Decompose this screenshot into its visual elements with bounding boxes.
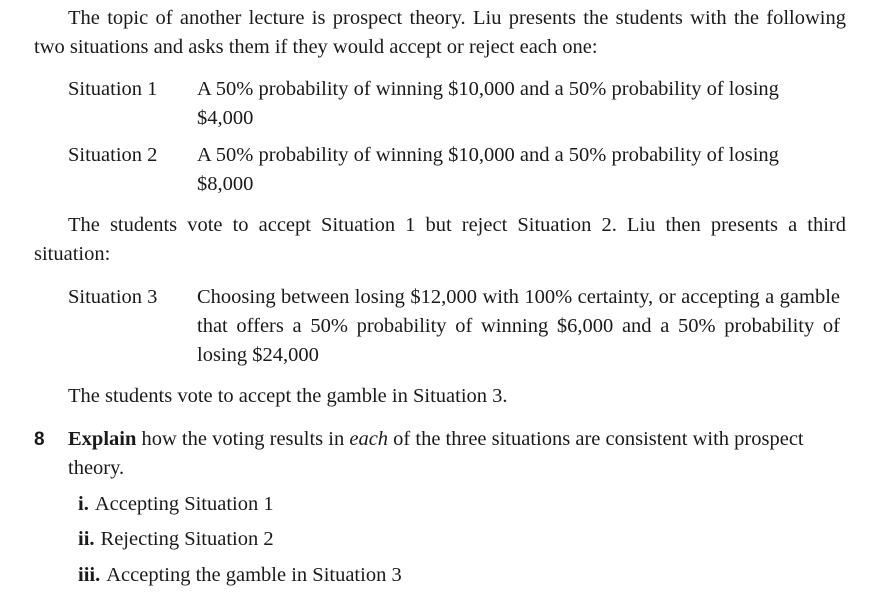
sub-item-numeral: i. xyxy=(78,493,89,515)
question-8 xyxy=(34,425,814,483)
emphasis-word: each xyxy=(349,428,389,450)
situation-description: Choosing between losing $12,000 with 100% certainty, or accepting a gamble that offers a 50% probability of winning $6,000 and a 50% probability of losing $24,000 xyxy=(197,286,840,366)
question-text-part: how the voting results in xyxy=(136,428,350,450)
question-text xyxy=(68,425,814,483)
sub-item-ii xyxy=(78,525,274,554)
situation-1 xyxy=(68,75,828,133)
sub-item-text: Accepting Situation 1 xyxy=(94,493,274,515)
sub-item-numeral: ii. xyxy=(78,528,95,550)
situation-3 xyxy=(68,283,840,370)
situation-2 xyxy=(68,141,828,199)
sub-item-i xyxy=(78,490,274,519)
situation-description: A 50% probability of winning $10,000 and a 50% probability of losing $4,000 xyxy=(197,78,779,129)
question-text-part: of the three situations are consistent with prospect theory. xyxy=(68,428,804,479)
vote-paragraph-2: The students vote to accept the gamble in Situation 3. xyxy=(68,385,508,407)
situation-description: A 50% probability of winning $10,000 and a 50% probability of losing $8,000 xyxy=(197,144,779,195)
vote-paragraph-1: The students vote to accept Situation 1 but reject Situation 2. Liu then presents a third situation: xyxy=(34,214,846,265)
situation-label: Situation 3 xyxy=(68,286,158,308)
situation-label: Situation 2 xyxy=(68,144,158,166)
command-word: Explain xyxy=(68,428,137,450)
sub-item-text: Rejecting Situation 2 xyxy=(100,528,274,550)
intro-paragraph: The topic of another lecture is prospect theory. Liu presents the students with the following two situations and asks them if they would accept or reject each one: xyxy=(34,7,846,58)
question-number: 8 xyxy=(34,429,45,450)
situation-label: Situation 1 xyxy=(68,78,158,100)
sub-item-text: Accepting the gamble in Situation 3 xyxy=(106,564,402,586)
sub-item-iii xyxy=(78,561,402,590)
sub-item-numeral: iii. xyxy=(78,564,101,586)
